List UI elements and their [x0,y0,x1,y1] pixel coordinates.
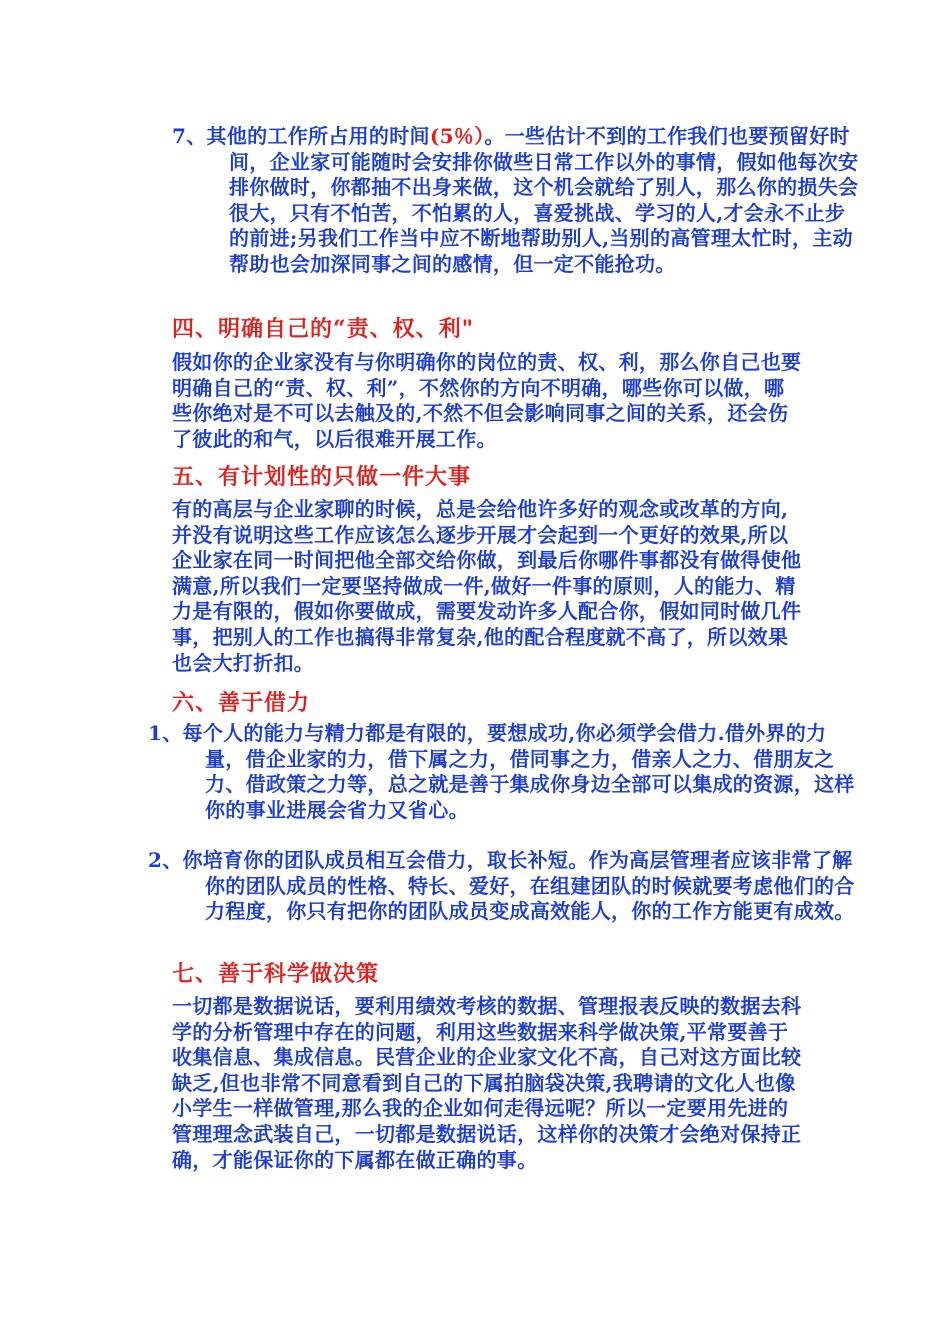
section-7-heading: 七、善于科学做决策 [172,961,380,987]
section-4-body: 假如你的企业家没有与你明确你的岗位的责、权、利，那么你自己也要明确自己的“责、权、利”，不然你的方向不明确，哪些你可以做，哪些你绝对是不可以去触及的,不然不但会影响同事之间的关系，还会伤了彼此的和气，以后很难开展工作。 [172,350,802,451]
item-7-percent: (5％） [429,124,485,148]
section-5-heading: 五、有计划性的只做一件大事 [172,464,472,490]
section-4-heading: 四、明确自己的“责、权、利" [172,316,475,342]
section-6-item-1: 1、每个人的能力与精力都是有限的，要想成功,你必须学会借力.借外界的力量，借企业家的力，借下属之力，借同事之力，借亲人之力、借朋友之力、借政策之力等，总之就是善于集成你身边全部可以集成的资源，这样你的事业进展会省力又省心。 [148,721,855,822]
section-6-heading: 六、善于借力 [172,690,311,716]
section-7-body: 一切都是数据说话，要利用绩效考核的数据、管理报表反映的数据去科学的分析管理中存在的问题，利用这些数据来科学做决策,平常要善于收集信息、集成信息。民营企业的企业家文化不高，自己对这方面比较缺乏,但也非常不同意看到自己的下属拍脑袋决策,我聘请的文化人也像小学生一样做管理,那么我的企业如何走得远呢？所以一定要用先进的管理理念武装自己，一切都是数据说话，这样你的决策才会绝对保持正确，才能保证你的下属都在做正确的事。 [172,994,802,1172]
item-7-text: 。一些估计不到的工作我们也要预留好时间，企业家可能随时会安排你做些日常工作以外的事情，假如他每次安排你做时，你都抽不出身来做，这个机会就给了别人，那么你的损失会很大，只有不怕苦，不怕累的人，喜爱挑战、学习的人,才会永不止步的前进;另我们工作当中应不断地帮助别人,当别的高管理太忙时，主动帮助也会加深同事之间的感情，但一定不能抢功。 [229,124,859,276]
section-5-body: 有的高层与企业家聊的时候，总是会给他许多好的观念或改革的方向,并没有说明这些工作应该怎么逐步开展才会起到一个更好的效果,所以企业家在同一时间把他全部交给你做，到最后你哪件事都没有做得使他满意,所以我们一定要坚持做成一件,做好一件事的原则，人的能力、精力是有限的，假如你要做成，需要发动许多人配合你，假如同时做几件事，把别人的工作也搞得非常复杂,他的配合程度就不高了，所以效果也会大打折扣。 [172,497,802,675]
item-7-prefix: 7、其他的工作所占用的时间 [172,124,430,148]
section-6-item-2: 2、你培育你的团队成员相互会借力，取长补短。作为高层管理者应该非常了解你的团队成员的性格、特长、爱好，在组建团队的时候就要考虑他们的合力程度，你只有把你的团队成员变成高效能人，你的工作方能更有成效。 [148,848,855,924]
item-7-paragraph [172,124,859,278]
